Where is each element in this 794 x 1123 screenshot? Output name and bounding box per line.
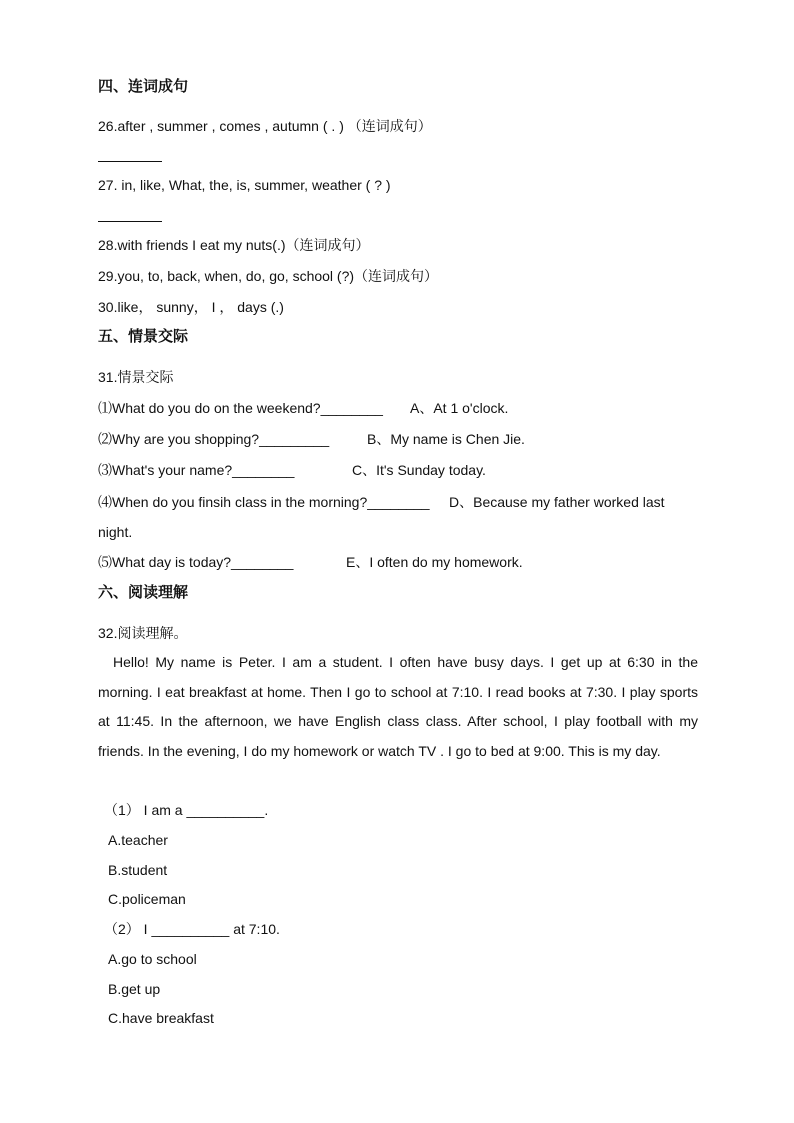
sub1-option-a[interactable]: A.teacher bbox=[108, 832, 168, 848]
question-30: 30.like， sunny， I ， days (.) bbox=[98, 299, 284, 315]
reading-passage: Hello! My name is Peter. I am a student. I often have busy days. I get up at 6:30 in the morning. I eat breakfast at home. Then I go to school at 7:10. I read books at 7:30. I play sports at 11:45. In the afternoon, we have English class class. After school, I play football with my friends. In the evening, I do my homework or watch TV . I go to bed at 9:00. This is my day. bbox=[98, 654, 698, 759]
dialogue-answer-d: D、Because my father worked last bbox=[449, 494, 665, 510]
dialogue-answer-d-continuation: night. bbox=[98, 524, 133, 540]
question-28: 28.with friends I eat my nuts(.)（连词成句） bbox=[98, 237, 370, 253]
question-26: 26.after , summer , comes , autumn ( . ) （连词成句） bbox=[98, 118, 432, 134]
sub-question-2: （2） I __________ at 7:10. bbox=[104, 921, 280, 937]
dialogue-question-2: ⑵Why are you shopping?_________ bbox=[98, 431, 330, 447]
dialogue-answer-c: C、It's Sunday today. bbox=[352, 462, 486, 478]
sub2-option-c[interactable]: C.have breakfast bbox=[108, 1010, 214, 1026]
dialogue-answer-e: E、I often do my homework. bbox=[346, 554, 523, 570]
dialogue-question-1: ⑴What do you do on the weekend?________ bbox=[98, 400, 383, 416]
question-31-title: 31.情景交际 bbox=[98, 369, 174, 385]
section-heading-6: 六、阅读理解 bbox=[98, 584, 189, 601]
sub2-option-b[interactable]: B.get up bbox=[108, 981, 161, 997]
sub1-option-b[interactable]: B.student bbox=[108, 862, 168, 878]
answer-blank-27[interactable] bbox=[98, 221, 162, 222]
dialogue-answer-b: B、My name is Chen Jie. bbox=[367, 431, 525, 447]
dialogue-answer-a: A、At 1 o'clock. bbox=[410, 400, 509, 416]
answer-blank-26[interactable] bbox=[98, 161, 162, 162]
section-heading-4: 四、连词成句 bbox=[98, 78, 189, 95]
section-heading-5: 五、情景交际 bbox=[98, 328, 189, 345]
sub2-option-a[interactable]: A.go to school bbox=[108, 951, 197, 967]
dialogue-question-3: ⑶What's your name?________ bbox=[98, 462, 295, 478]
dialogue-question-4: ⑷When do you finsih class in the morning?________ bbox=[98, 494, 430, 510]
dialogue-question-5: ⑸What day is today?________ bbox=[98, 554, 294, 570]
sub-question-1: （1） I am a __________. bbox=[104, 802, 269, 818]
question-32-title: 32.阅读理解。 bbox=[98, 625, 188, 641]
question-29: 29.you, to, back, when, do, go, school (?)（连词成句） bbox=[98, 268, 439, 284]
question-27: 27. in, like, What, the, is, summer, weather ( ? ) bbox=[98, 177, 391, 193]
sub1-option-c[interactable]: C.policeman bbox=[108, 891, 186, 907]
